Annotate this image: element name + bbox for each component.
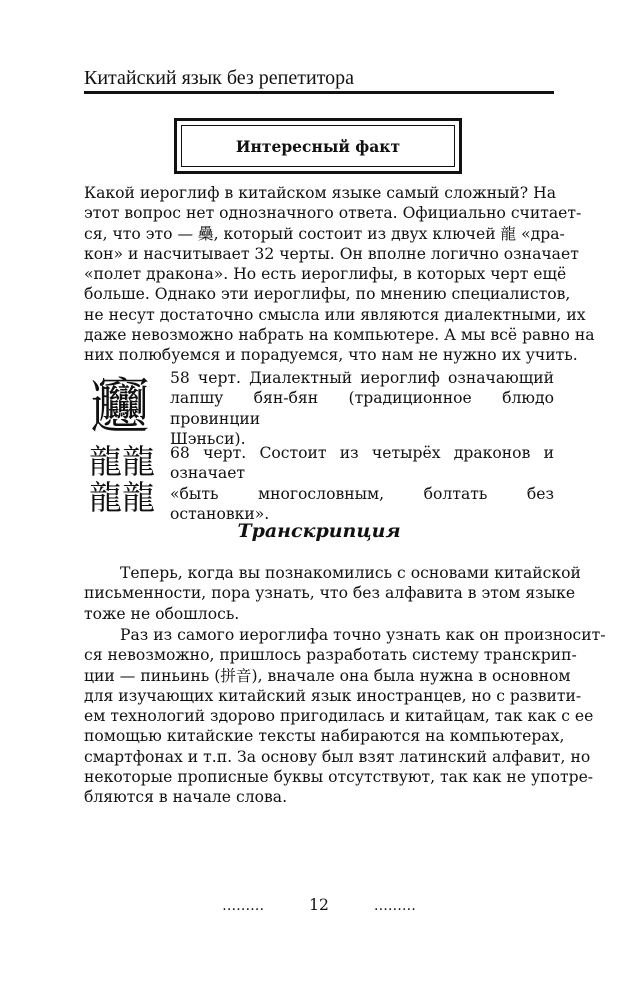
paragraph-alphabet [84,563,581,624]
intro-line: больше. Однако эти иероглифы, по мнению специалистов, [84,285,571,304]
paragraph-line: Раз из самого иероглифа точно узнать как он произносит- [120,626,606,644]
intro-line: них полюбуемся и порадуемся, что нам не нужно их учить. [84,346,578,365]
footer-dots-left: ……… [222,898,265,914]
paragraph-line: ции — пиньинь (拼音), вначале она была нужна в основном [84,666,571,685]
intro-paragraph [84,183,595,366]
example-68-line: «быть многословным, болтать без остановки». [170,484,554,523]
paragraph-line: ся невозможно, пришлось разработать систему транскрип- [84,646,577,665]
fact-box [174,118,462,174]
intro-line: Какой иероглиф в китайском языке самый сложный? На [84,184,557,202]
intro-line: даже невозможно набрать на компьютере. А мы всё равно на [84,326,595,345]
paragraph-line: бляются в начале слова. [84,788,288,807]
example-58-description [170,368,554,449]
example-68-description [170,443,554,524]
example-58-line: Шэньси). [170,429,246,448]
fact-box-title: Интересный факт [235,136,401,156]
example-58-line: лапшу бян-бян (традиционное блюдо провинции [170,389,554,428]
dragon-character: 龍 [122,442,155,481]
intro-line: ся, что это — 䯂, который состоит из двух ключей 龍 «дра- [84,224,565,243]
paragraph-line: помощью китайские тексты набираются на компьютерах, [84,727,565,746]
page-number: 12 [309,896,329,914]
example-58-line: 58 черт. Диалектный иероглиф означающий [170,369,554,387]
paragraph-line: письменности, пора узнать, что без алфавита в этом языке [84,584,576,603]
paragraph-line: смартфонах и т.п. За основу был взят латинский алфавит, но [84,747,591,766]
page-footer [84,896,554,914]
intro-line: не несут достаточно смысла или являются диалектными, их [84,305,586,324]
dragon-character: 龍 [89,442,122,481]
intro-line: кон» и насчитывает 32 черты. Он вполне логично означает [84,244,579,263]
intro-line: «полет дракона». Но есть иероглифы, в которых черт ещё [84,265,567,284]
footer-dots-right: ……… [373,898,416,914]
intro-line: этот вопрос нет однозначного ответа. Официально считает- [84,204,582,223]
paragraph-line: Теперь, когда вы познакомились с основами китайской [120,564,581,582]
quad-dragon-grid [89,444,155,516]
running-title: Китайский язык без репетитора [84,67,355,89]
dragon-character: 龍 [89,478,122,517]
paragraph-line: для изучающих китайский язык иностранцев, но с развити- [84,686,582,705]
paragraph-line: тоже не обошлось. [84,604,240,623]
paragraph-line: ем технологий здорово пригодилась и китайцам, так как с ее [84,707,594,726]
example-68-line: 68 черт. Состоит из четырёх драконов и означает [170,444,554,483]
paragraph-line: некоторые прописные буквы отсутствуют, так как не употре- [84,768,594,787]
header-rule [84,91,554,94]
fact-box-inner-frame [181,125,455,167]
section-title: Транскрипция [237,520,401,542]
dragon-character: 龍 [122,478,155,517]
biangbiang-character: 𰻞 [90,372,149,440]
biangbiang-glyph [84,365,156,440]
paragraph-pinyin [84,625,606,808]
quad-dragon-glyph [84,442,160,518]
